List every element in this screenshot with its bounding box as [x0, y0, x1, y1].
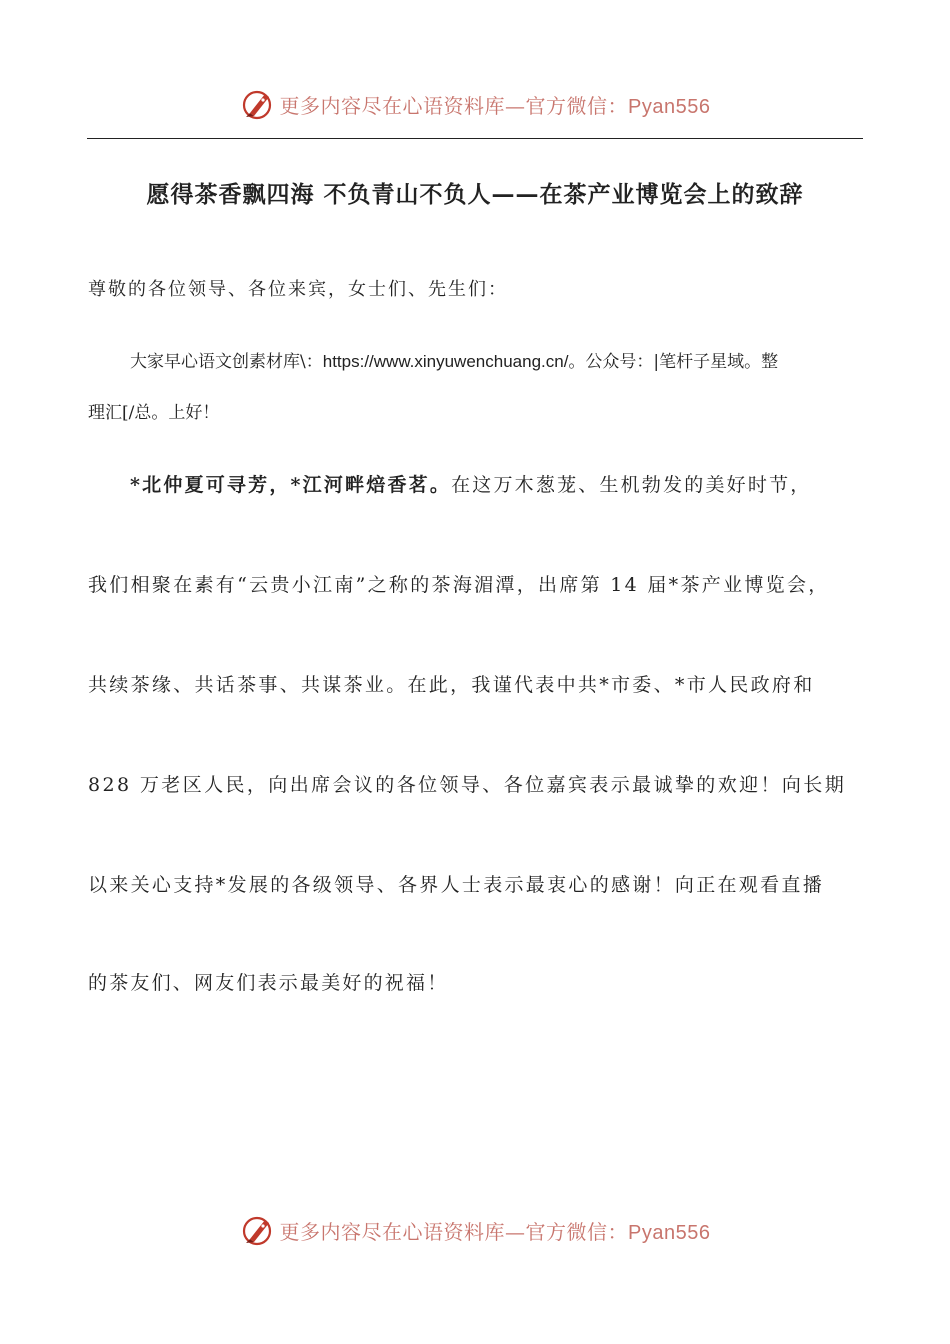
wechat-id: Pyan556 — [628, 95, 711, 118]
body-line-3: 共续茶缘、共话茶事、共谋茶业。在此，我谨代表中共*市委、*市人民政府和 — [88, 674, 815, 696]
page-title: 愿得茶香飘四海 不负青山不负人——在茶产业博览会上的致辞 — [146, 181, 804, 208]
header-rule — [87, 138, 863, 139]
ad-line-2: 理汇[/总。上好！ — [88, 403, 220, 423]
banner-text: 更多内容尽在心语资料库—官方微信：Pyan556 — [279, 93, 711, 118]
pen-nib-circle-icon — [240, 86, 276, 122]
source-url: https://www.xinyuwenchuang.cn/ — [322, 352, 569, 371]
footer-banner-text: 更多内容尽在心语资料库—官方微信：Pyan556 — [279, 1219, 711, 1244]
opening-couplet: *北仲夏可寻芳，*江河畔焙香茗。 — [130, 474, 452, 496]
body-line-6: 的茶友们、网友们表示最美好的祝福！ — [88, 972, 449, 994]
body-line-4: 828 万老区人民，向出席会议的各位领导、各位嘉宾表示最诚挚的欢迎！向长期 — [88, 774, 847, 796]
pen-nib-circle-icon — [240, 1212, 276, 1248]
footer-banner — [0, 1208, 950, 1252]
body-line-2: 我们相聚在素有“云贵小江南”之称的茶海湄潭，出席第 14 届*茶产业博览会， — [88, 574, 830, 596]
footer-wechat-id: Pyan556 — [628, 1221, 711, 1244]
ad-line-1: 大家早心语文创素材库\：https://www.xinyuwenchuang.cn/。公众号：|笔杆子星域。整 — [130, 352, 779, 372]
body-line-1: *北仲夏可寻芳，*江河畔焙香茗。在这万木葱茏、生机勃发的美好时节， — [130, 474, 812, 496]
salutation: 尊敬的各位领导、各位来宾，女士们、先生们： — [88, 279, 508, 300]
body-line-5: 以来关心支持*发展的各级领导、各界人士表示最衷心的感谢！向正在观看直播 — [88, 874, 825, 896]
header-banner — [0, 82, 950, 126]
